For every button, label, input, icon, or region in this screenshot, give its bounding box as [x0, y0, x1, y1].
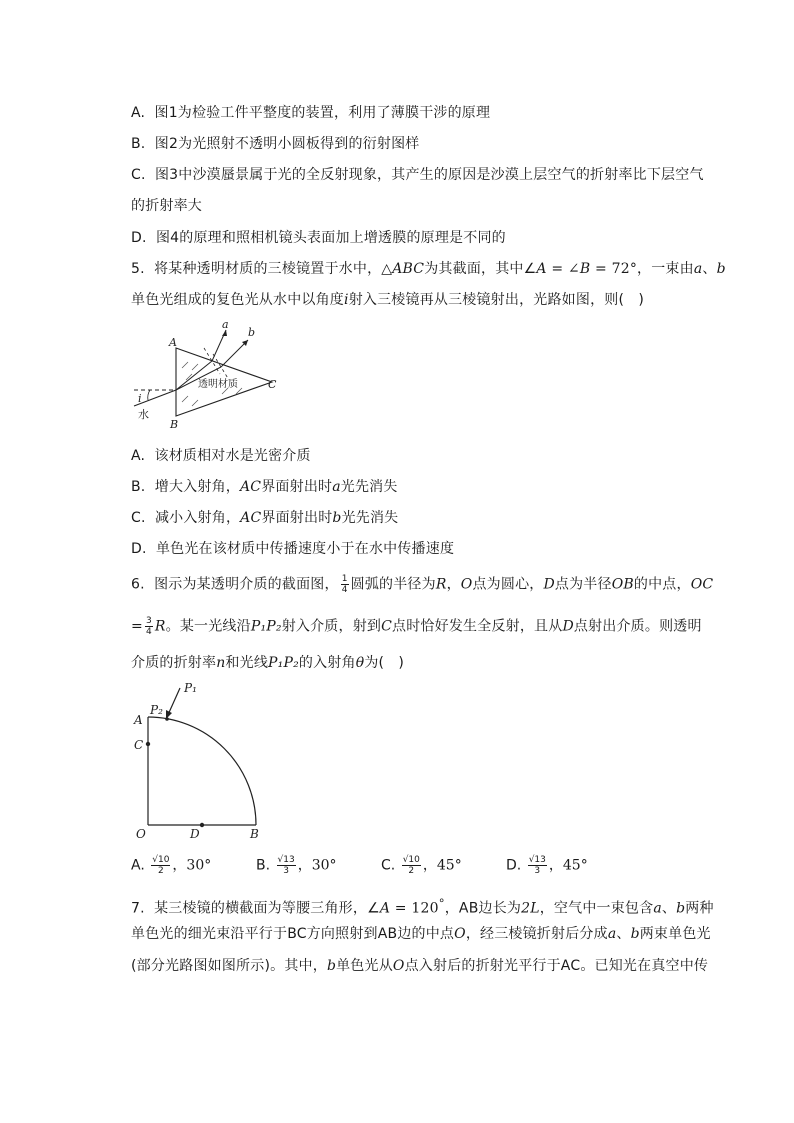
frac-one-quarter: $\frac{1}{4}$ [341, 574, 348, 595]
fig6-label-A: A [134, 713, 143, 727]
fig5-label-water: 水 [138, 408, 149, 421]
angle-arc [148, 390, 150, 400]
fig5-label-b: b [248, 326, 256, 339]
fig5-label-i: i [138, 392, 142, 405]
fig5-label-A: A [169, 336, 177, 349]
fig5-label-C: C [268, 378, 277, 391]
q6-stem-line1: 6. 图示为某透明介质的截面图， $\frac{1}{4}$ 圆弧的半径为R，O点为圆心，D点为半径OB的中点，OC [131, 574, 714, 595]
fig6-label-P2: P₂ [150, 703, 163, 717]
q6-option-d: D. $\frac{√13}{3}$ ，45° [506, 855, 588, 876]
point-D [200, 823, 204, 827]
fig5-label-a: a [222, 318, 229, 331]
frac-three-quarters: $\frac{3}{4}$ [145, 616, 152, 637]
q6-stem-line3: 介质的折射率n和光线P₁P₂的入射角θ为( ) [131, 655, 405, 671]
fig5-label-material: 透明材质 [198, 379, 238, 390]
q4-option-c: C. 图3中沙漠蜃景属于光的全反射现象，其产生的原因是沙漠上层空气的折射率比下层空气 [131, 167, 704, 183]
q5-stem-line2: 单色光组成的复色光从水中以角度i射入三棱镜再从三棱镜射出，光路如图，则( ) [131, 292, 645, 308]
point-C [146, 742, 150, 746]
q5-stem-line1: 5. 将某种透明材质的三棱镜置于水中，△ABC为其截面，其中∠A = ∠B = 72°，一束由a、b [131, 261, 726, 277]
q6-quarter-circle-figure [130, 680, 270, 840]
q5-option-b: B. 增大入射角，AC界面射出时a光先消失 [131, 479, 398, 495]
q5-option-a: A. 该材质相对水是光密介质 [131, 448, 311, 464]
q4-option-a: A. 图1为检验工件平整度的装置，利用了薄膜干涉的原理 [131, 105, 491, 121]
q4-option-b: B. 图2为光照射不透明小圆板得到的衍射图样 [131, 136, 420, 152]
q7-stem-line3: (部分光路图如图所示)。其中，b单色光从O点入射后的折射光平行于AC。已知光在真空中传 [131, 958, 709, 974]
q4-option-c-cont: 的折射率大 [131, 198, 202, 214]
fig5-label-B: B [170, 418, 179, 428]
q6-option-a: A. $\frac{√10}{2}$ ，30° [131, 855, 212, 876]
q6-stem-line2: = $\frac{3}{4}$ R。某一光线沿P₁P₂射入介质，射到C点时恰好发生全反射，且从D点射出介质。则透明 [131, 616, 702, 637]
q5-option-c: C. 减小入射角，AC界面射出时b光先消失 [131, 510, 399, 526]
q7-stem-line2: 单色光的细光束沿平行于BC方向照射到AB边的中点O，经三棱镜折射后分成a、b两束单色光 [131, 926, 711, 942]
q5-prism-figure [126, 318, 286, 428]
q7-stem-line1: 7. 某三棱镜的横截面为等腰三角形，∠A = 120°，AB边长为2L，空气中一束包含a、b两种 [131, 896, 714, 917]
fig6-label-P1: P₁ [184, 681, 197, 695]
ray-b-out [221, 340, 248, 367]
fig6-label-O: O [136, 827, 146, 840]
point-P2 [165, 717, 169, 721]
arc-AB [148, 717, 256, 825]
fig6-label-D: D [190, 827, 200, 840]
q6-option-c: C. $\frac{√10}{2}$ ，45° [381, 855, 462, 876]
q5-option-d: D. 单色光在该材质中传播速度小于在水中传播速度 [131, 541, 455, 557]
q4-option-d: D. 图4的原理和照相机镜头表面加上增透膜的原理是不同的 [131, 230, 506, 246]
fig6-label-B: B [250, 827, 259, 840]
fig6-label-C: C [134, 738, 144, 752]
q6-option-b: B. $\frac{√13}{3}$ ，30° [256, 855, 337, 876]
